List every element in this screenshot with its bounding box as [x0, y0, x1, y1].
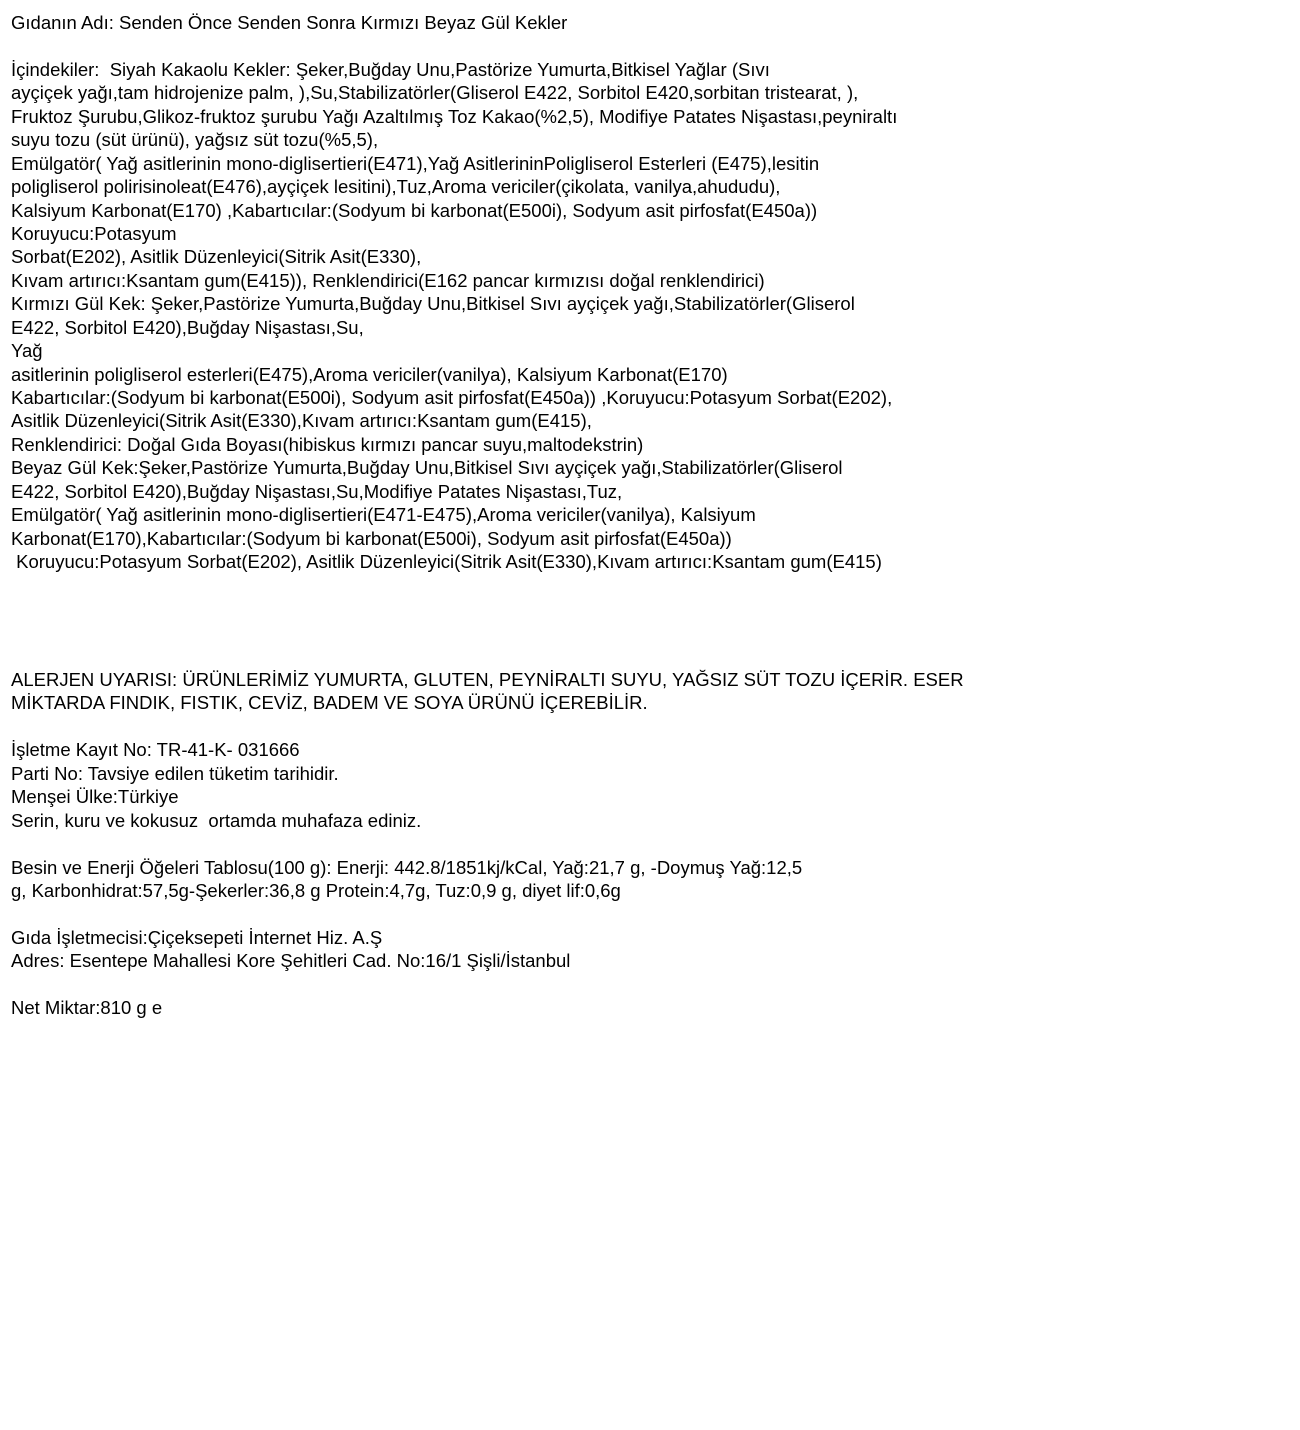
- ingredients-line: suyu tozu (süt ürünü), yağsız süt tozu(%5,5),: [11, 129, 379, 150]
- registration-number: İşletme Kayıt No: TR-41-K- 031666: [11, 739, 300, 760]
- ingredients-line: poligliserol polirisinoleat(E476),ayçiçek lesitini),Tuz,Aroma vericiler(çikolata, vanilya,ahududu),: [11, 176, 781, 197]
- ingredients-line: Kıvam artırıcı:Ksantam gum(E415)), Renklendirici(E162 pancar kırmızısı doğal renklendirici): [11, 270, 765, 291]
- ingredients-line: Kırmızı Gül Kek: Şeker,Pastörize Yumurta,Buğday Unu,Bitkisel Sıvı ayçiçek yağı,Stabilizatörler(Gliserol: [11, 293, 855, 314]
- ingredients-line: ayçiçek yağı,tam hidrojenize palm, ),Su,Stabilizatörler(Gliserol E422, Sorbitol E420,sorbitan tristearat, ),: [11, 82, 859, 103]
- ingredients-line: Kabartıcılar:(Sodyum bi karbonat(E500i), Sodyum asit pirfosfat(E450a)) ,Koruyucu:Potasyum Sorbat(E202),: [11, 387, 893, 408]
- operator-name: Gıda İşletmecisi:Çiçeksepeti İnternet Hiz. A.Ş: [11, 927, 383, 948]
- ingredients-line: Renklendirici: Doğal Gıda Boyası(hibiskus kırmızı pancar suyu,maltodekstrin): [11, 434, 644, 455]
- ingredients-line: İçindekiler: Siyah Kakaolu Kekler: Şeker,Buğday Unu,Pastörize Yumurta,Bitkisel Yağlar (Sıvı: [11, 59, 770, 80]
- ingredients-line: Emülgatör( Yağ asitlerinin mono-diglisertieri(E471),Yağ AsitlerininPoligliserol Esterleri (E475),lesitin: [11, 153, 820, 174]
- ingredients-line: Asitlik Düzenleyici(Sitrik Asit(E330),Kıvam artırıcı:Ksantam gum(E415),: [11, 410, 592, 431]
- operator-address: Adres: Esentepe Mahallesi Kore Şehitleri Cad. No:16/1 Şişli/İstanbul: [11, 950, 571, 971]
- ingredients-line: Yağ: [11, 340, 43, 361]
- ingredients-line: E422, Sorbitol E420),Buğday Nişastası,Su,Modifiye Patates Nişastası,Tuz,: [11, 481, 623, 502]
- ingredients-line: Beyaz Gül Kek:Şeker,Pastörize Yumurta,Buğday Unu,Bitkisel Sıvı ayçiçek yağı,Stabilizatörler(Gliserol: [11, 457, 843, 478]
- batch-number: Parti No: Tavsiye edilen tüketim tarihidir.: [11, 763, 339, 784]
- nutrition-line: g, Karbonhidrat:57,5g-Şekerler:36,8 g Protein:4,7g, Tuz:0,9 g, diyet lif:0,6g: [11, 880, 621, 901]
- net-quantity: Net Miktar:810 g e: [11, 997, 163, 1018]
- ingredients-line: Koruyucu:Potasyum: [11, 223, 177, 244]
- ingredients-line: Fruktoz Şurubu,Glikoz-fruktoz şurubu Yağı Azaltılmış Toz Kakao(%2,5), Modifiye Patates Nişastası,peyniraltı: [11, 106, 898, 127]
- ingredients-line: Koruyucu:Potasyum Sorbat(E202), Asitlik Düzenleyici(Sitrik Asit(E330),Kıvam artırıcı:Ksantam gum(E415): [11, 551, 882, 572]
- ingredients-line: Emülgatör( Yağ asitlerinin mono-diglisertieri(E471-E475),Aroma vericiler(vanilya), Kalsiyum: [11, 504, 756, 525]
- storage-instructions: Serin, kuru ve kokusuz ortamda muhafaza ediniz.: [11, 810, 422, 831]
- allergen-line: MİKTARDA FINDIK, FISTIK, CEVİZ, BADEM VE SOYA ÜRÜNÜ İÇEREBİLİR.: [11, 692, 648, 713]
- ingredients-line: asitlerinin poligliserol esterleri(E475),Aroma vericiler(vanilya), Kalsiyum Karbonat(E170): [11, 364, 728, 385]
- ingredients-line: Sorbat(E202), Asitlik Düzenleyici(Sitrik Asit(E330),: [11, 246, 422, 267]
- ingredients-line: Karbonat(E170),Kabartıcılar:(Sodyum bi karbonat(E500i), Sodyum asit pirfosfat(E450a)): [11, 528, 732, 549]
- country-of-origin: Menşei Ülke:Türkiye: [11, 786, 179, 807]
- allergen-line: ALERJEN UYARISI: ÜRÜNLERİMİZ YUMURTA, GLUTEN, PEYNİRALTI SUYU, YAĞSIZ SÜT TOZU İÇERİR. ESER: [11, 669, 964, 690]
- product-name: Gıdanın Adı: Senden Önce Senden Sonra Kırmızı Beyaz Gül Kekler: [11, 12, 568, 33]
- nutrition-line: Besin ve Enerji Öğeleri Tablosu(100 g): Enerji: 442.8/1851kj/kCal, Yağ:21,7 g, -Doymuş Yağ:12,5: [11, 857, 803, 878]
- ingredients-line: Kalsiyum Karbonat(E170) ,Kabartıcılar:(Sodyum bi karbonat(E500i), Sodyum asit pirfosfat(E450a)): [11, 200, 818, 221]
- ingredients-line: E422, Sorbitol E420),Buğday Nişastası,Su,: [11, 317, 364, 338]
